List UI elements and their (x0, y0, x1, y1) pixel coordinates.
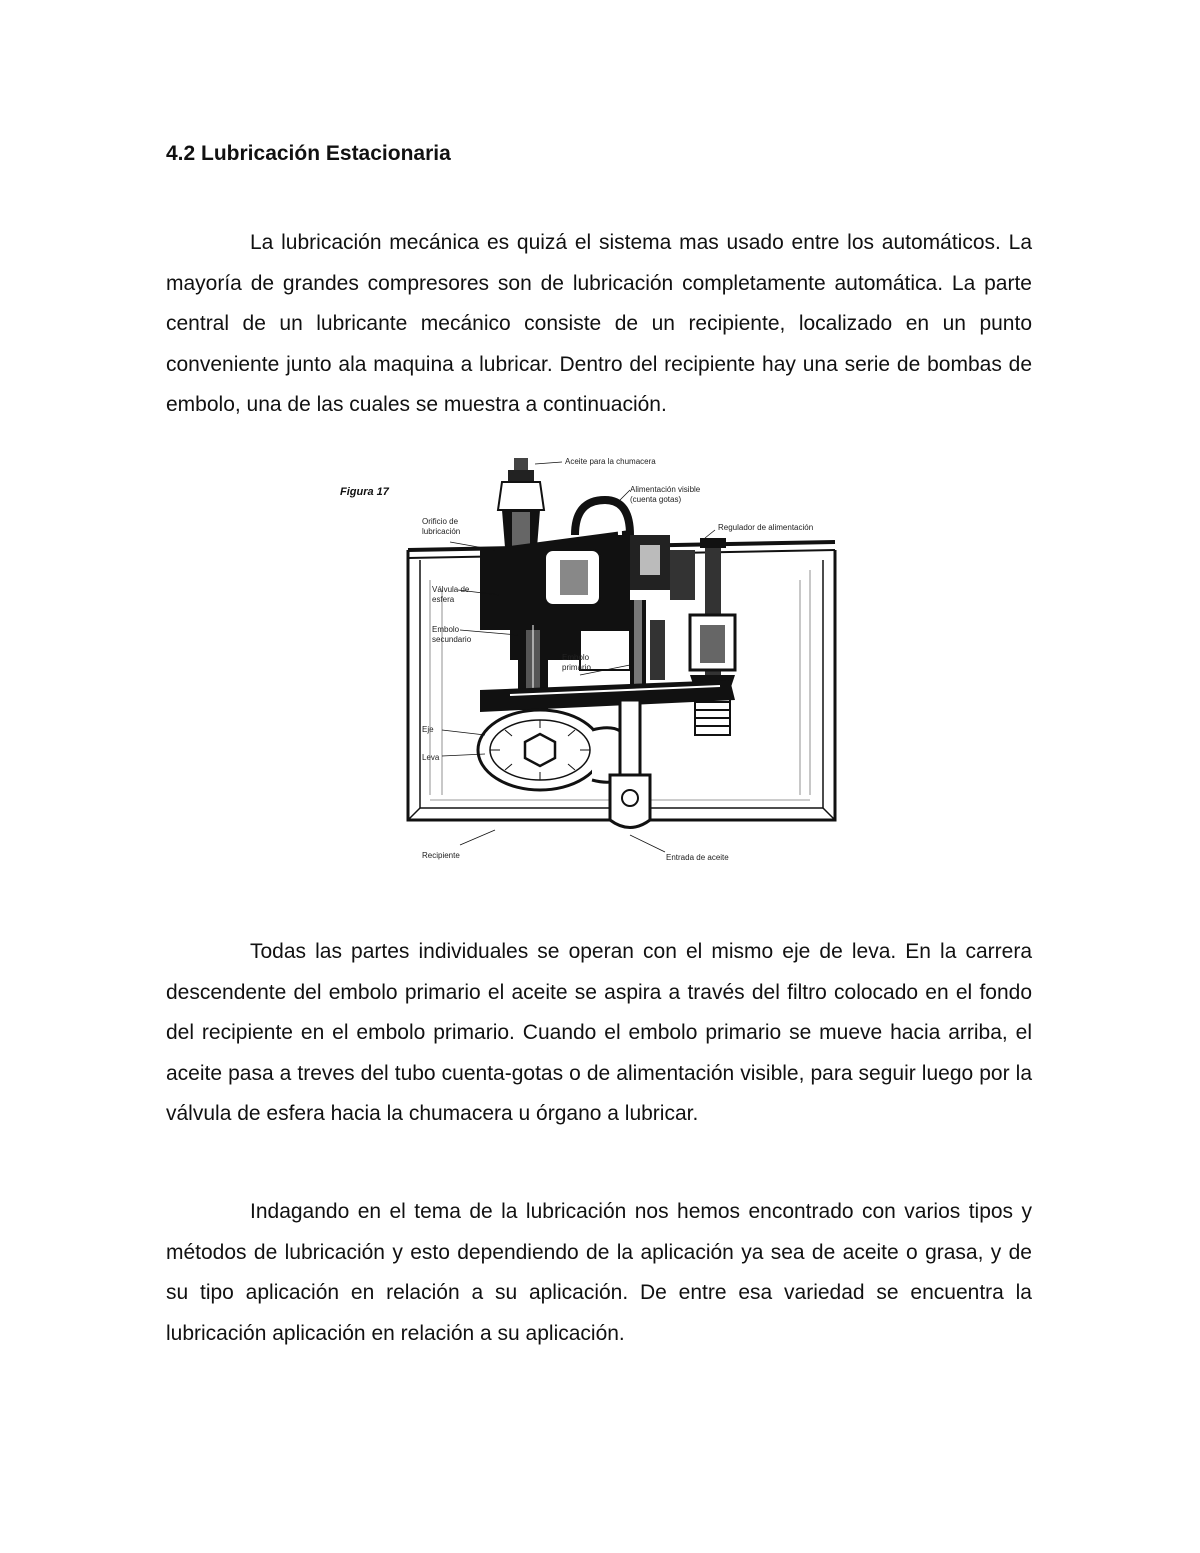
label-embolo-sec-1: Embolo (432, 625, 460, 634)
label-alimentacion-visible: Alimentación visible (630, 485, 701, 494)
label-entrada-aceite: Entrada de aceite (666, 853, 729, 862)
label-eje: Eje (422, 725, 434, 734)
label-valvula-2: esfera (432, 595, 455, 604)
section-heading: 4.2 Lubricación Estacionaria (166, 142, 451, 165)
label-orificio-1: Orificio de (422, 517, 459, 526)
label-orificio-2: lubricación (422, 527, 461, 536)
paragraph-intro: La lubricación mecánica es quizá el sistema mas usado entre los automáticos. La mayoría de grandes compresores son de lubricación completamente automática. La parte central de un lubricante mecánico consiste de un recipiente, localizado en un punto conveniente junto ala maquina a lubricar. Dentro del recipiente hay una serie de bombas de embolo, una de las cuales se muestra a continuación. (166, 231, 1032, 416)
paragraph-operation: Todas las partes individuales se operan con el mismo eje de leva. En la carrera descendente del embolo primario el aceite se aspira a través del filtro colocado en el fondo del recipiente en el embolo primario. Cuando el embolo primario se mueve hacia arriba, el aceite pasa a treves del tubo cuenta-gotas o de alimentación visible, para seguir luego por la válvula de esfera hacia la chumacera u órgano a lubricar. (166, 940, 1032, 1125)
paragraph-conclusion: Indagando en el tema de la lubricación nos hemos encontrado con varios tipos y métodos de lubricación y esto dependiendo de la aplicación ya sea de aceite o grasa, y de su tipo aplicación en relación a su aplicación. De entre esa variedad se encuentra la lubricación aplicación en relación a su aplicación. (166, 1200, 1032, 1345)
lubricator-diagram (330, 450, 870, 870)
label-embolo-pri-1: Embolo (562, 653, 590, 662)
feed-regulator (690, 538, 735, 735)
label-cuenta-gotas: (cuenta gotas) (630, 495, 682, 504)
lubricator-pump-figure (330, 450, 870, 870)
figure-caption: Figura 17 (340, 486, 389, 498)
label-regulador: Regulador de alimentación (718, 523, 814, 532)
label-recipiente: Recipiente (422, 851, 460, 860)
label-leva: Leva (422, 753, 440, 762)
label-aceite-chumacera: Aceite para la chumacera (565, 457, 656, 466)
label-valvula-1: Válvula de (432, 585, 470, 594)
label-embolo-pri-2: primario (562, 663, 591, 672)
label-embolo-sec-2: secundario (432, 635, 472, 644)
cam-and-shaft (478, 710, 630, 790)
